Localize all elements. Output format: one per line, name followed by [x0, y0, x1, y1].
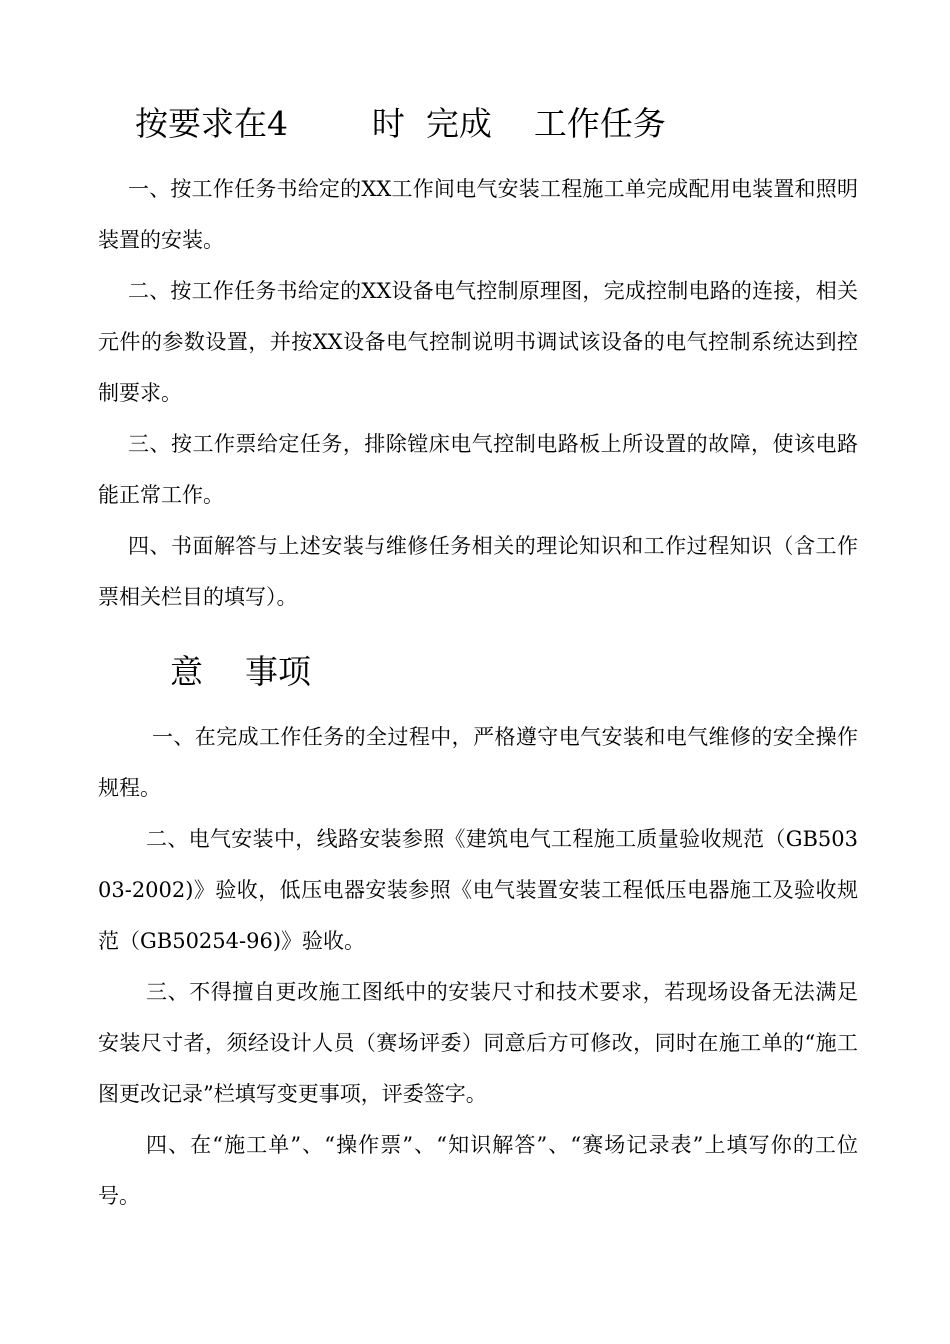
- note-paragraph-1: 一、在完成工作任务的全过程中，严格遵守电气安装和电气维修的安全操作规程。: [98, 725, 858, 800]
- task-paragraph-1: 一、按工作任务书给定的XX工作间电气安装工程施工单完成配用电装置和照明装置的安装。: [98, 177, 858, 252]
- task-paragraph-4: 四、书面解答与上述安装与维修任务相关的理论知识和工作过程知识（含工作票相关栏目的填写）。: [98, 534, 858, 609]
- note-paragraph-3: 三、不得擅自更改施工图纸中的安装尺寸和技术要求，若现场设备无法满足安装尺寸者，须经设计人员（赛场评委）同意后方可修改，同时在施工单的“施工图更改记录”栏填写变更事项，评委签字。: [98, 980, 858, 1106]
- note-paragraph-2: 二、电气安装中，线路安装参照《建筑电气工程施工质量验收规范（GB50303-2002)》验收，低压电器安装参照《电气装置安装工程低压电器施工及验收规范（GB50254-96)》验收。: [98, 827, 858, 953]
- notes-section: [98, 712, 858, 1222]
- task-paragraph-3: 三、按工作票给定任务，排除镗床电气控制电路板上所设置的故障，使该电路能正常工作。: [98, 432, 858, 507]
- section-title-tasks: 按要求在4 时 完成 工作任务: [135, 104, 666, 143]
- note-paragraph-4: 四、在“施工单”、“操作票”、“知识解答”、“赛场记录表”上填写你的工位号。: [98, 1133, 858, 1208]
- task-paragraph-2: 二、按工作任务书给定的XX设备电气控制原理图，完成控制电路的连接，相关元件的参数设置，并按XX设备电气控制说明书调试该设备的电气控制系统达到控制要求。: [98, 279, 858, 405]
- section-title-notes: 意 事项: [170, 652, 311, 691]
- tasks-section: [98, 164, 858, 623]
